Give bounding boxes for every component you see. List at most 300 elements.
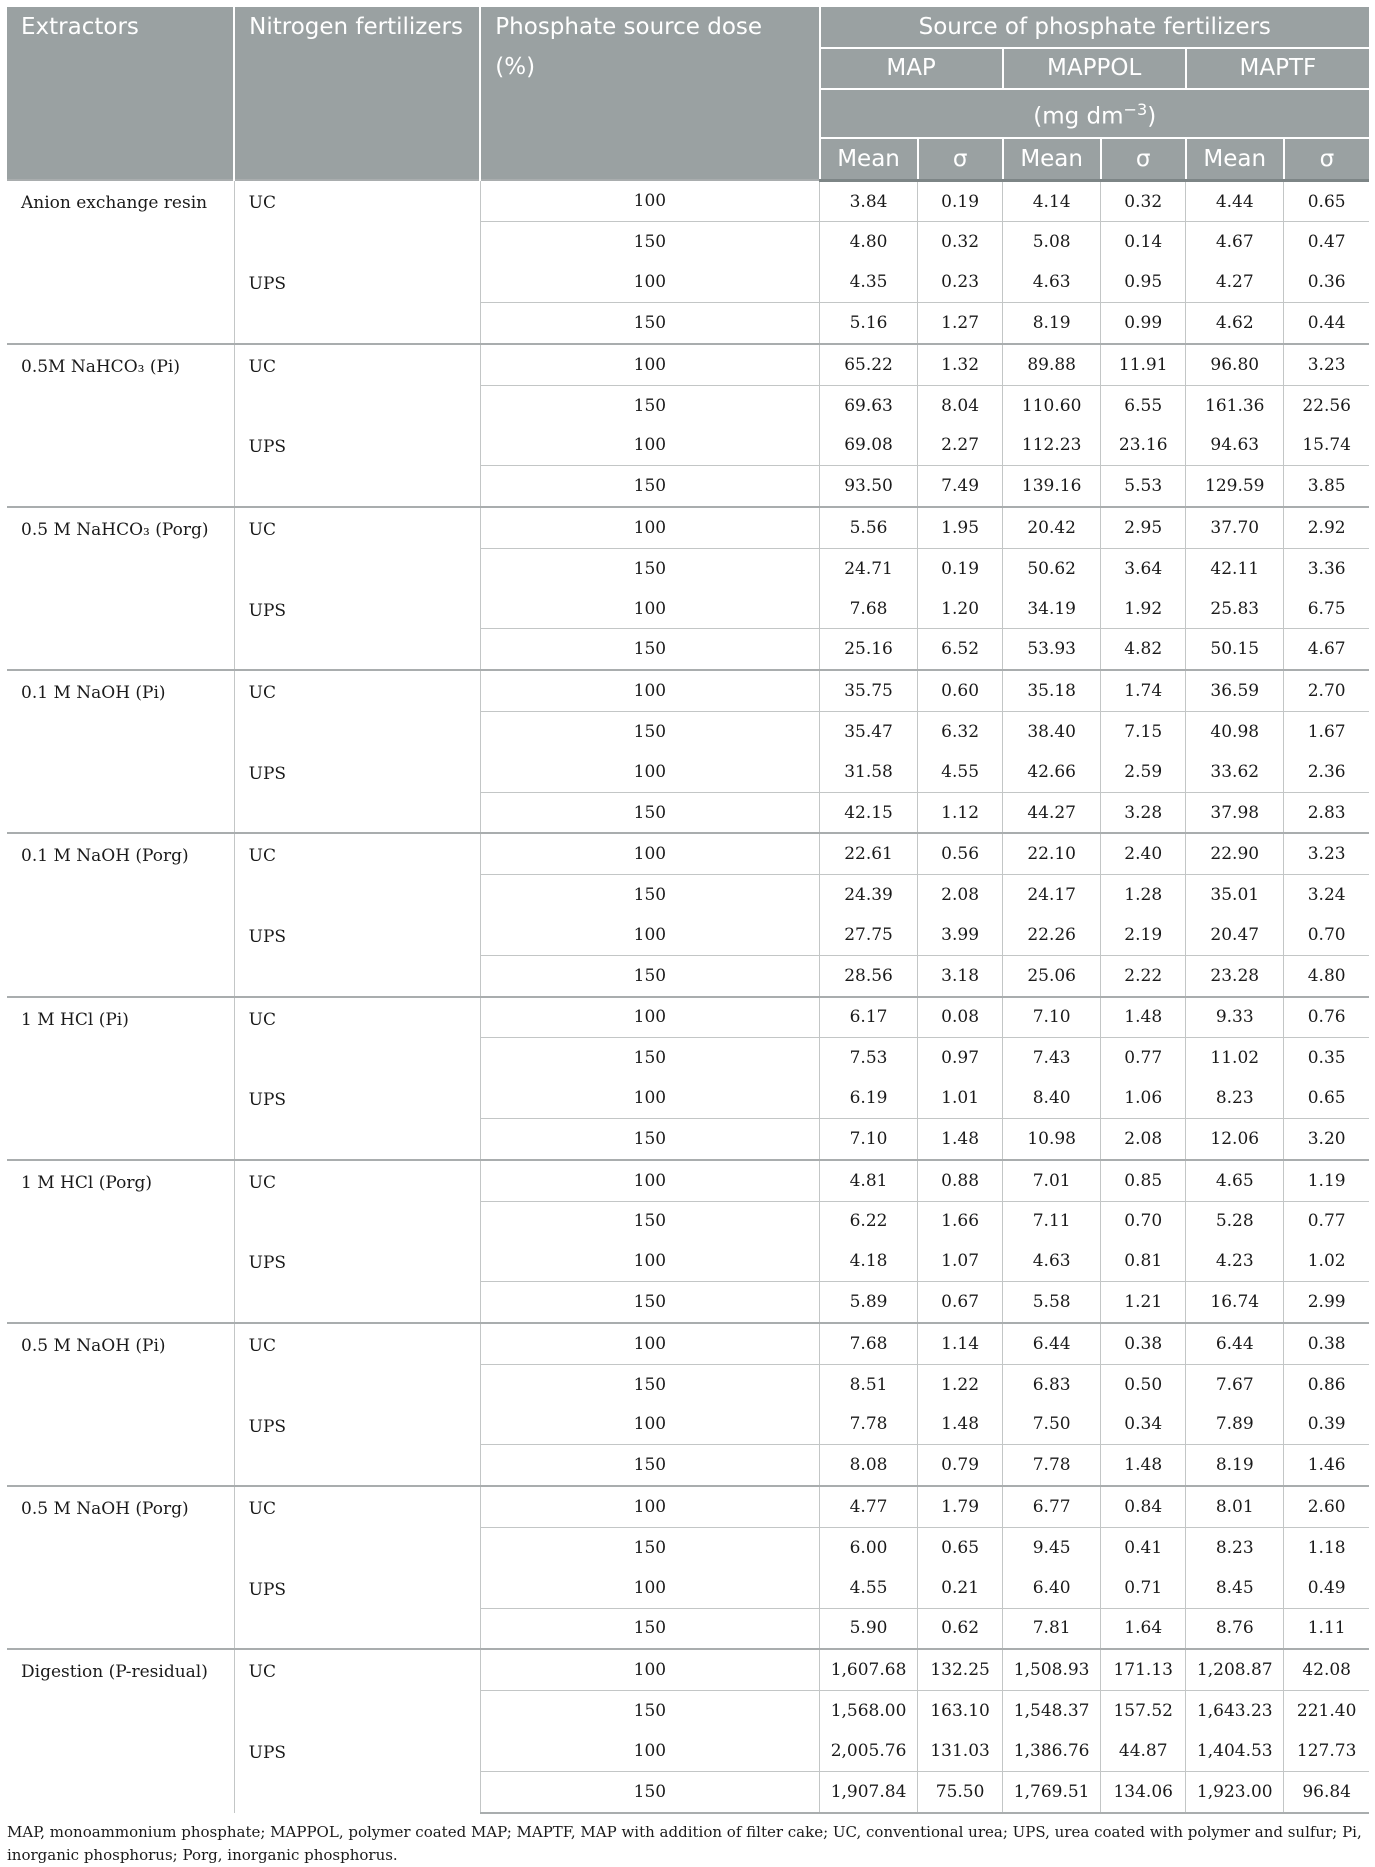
mappol-mean-cell: 5.08: [1003, 222, 1101, 262]
map-mean-cell: 1,907.84: [820, 1771, 918, 1812]
maptf-mean-cell: 33.62: [1186, 752, 1284, 792]
maptf-sigma-cell: 0.70: [1307, 924, 1346, 945]
mappol-sigma-cell: 2.22: [1101, 955, 1186, 996]
map-sigma-cell: 1.79: [918, 1486, 1003, 1527]
maptf-sigma-cell: 22.56: [1284, 385, 1369, 425]
header-source-phosphate: Source of phosphate fertilizers: [820, 7, 1369, 48]
map-sigma-cell: 0.65: [918, 1527, 1003, 1567]
header-source-mappol: MAPPOL: [1003, 48, 1186, 89]
mappol-sigma-cell: 1.28: [1101, 875, 1186, 915]
map-sigma-cell: 131.03: [918, 1731, 1003, 1771]
mappol-mean-cell: 50.62: [1003, 548, 1101, 588]
nitrogen-cell: UC: [234, 507, 480, 589]
maptf-mean-cell: 8.23: [1186, 1078, 1284, 1118]
extractor-cell: Anion exchange resin: [7, 180, 234, 344]
map-mean-cell: 7.68: [820, 1323, 918, 1364]
maptf-sigma-cell: 2.70: [1284, 670, 1369, 711]
maptf-sigma-cell: 3.24: [1284, 875, 1369, 915]
mappol-sigma-cell: 1.21: [1101, 1282, 1186, 1323]
map-sigma-cell: 3.18: [918, 955, 1003, 996]
mappol-mean-cell: 6.44: [1003, 1323, 1101, 1364]
map-sigma-cell: 0.67: [918, 1282, 1003, 1323]
dose-cell: 150: [480, 222, 819, 262]
map-mean-cell: 93.50: [820, 466, 918, 507]
mappol-mean-cell: 44.27: [1003, 792, 1101, 833]
maptf-mean-cell: 25.83: [1186, 589, 1284, 629]
map-mean-cell: 69.08: [820, 425, 918, 465]
dose-cell: 100: [480, 1323, 819, 1364]
maptf-sigma-cell: 2.92: [1284, 507, 1369, 548]
maptf-mean-cell: 4.27: [1186, 262, 1284, 302]
map-mean-cell: 6.22: [820, 1201, 918, 1241]
dose-cell: 100: [480, 670, 819, 711]
maptf-mean-cell: 5.28: [1186, 1201, 1284, 1241]
maptf-mean-cell: 42.11: [1186, 548, 1284, 588]
map-mean-cell: 8.51: [820, 1364, 918, 1404]
maptf-mean-cell: 161.36: [1186, 385, 1284, 425]
maptf-sigma-cell: 42.08: [1284, 1649, 1369, 1690]
header-phosphate-dose: Phosphate source dose (%): [480, 7, 819, 180]
maptf-mean-cell: 94.63: [1186, 425, 1284, 465]
map-mean-cell: 4.77: [820, 1486, 918, 1527]
maptf-sigma-cell: 6.75: [1307, 598, 1346, 619]
mappol-sigma-cell: 4.82: [1101, 629, 1186, 670]
maptf-mean-cell: 20.47: [1186, 915, 1284, 955]
maptf-mean-cell: 1,643.23: [1186, 1691, 1284, 1731]
table-body: [7, 180, 1369, 1812]
phosphorus-fractions-table: [7, 7, 1369, 1814]
mappol-sigma-cell: 0.99: [1101, 303, 1186, 344]
dose-cell: 100: [480, 1568, 819, 1608]
dose-cell: 150: [480, 1364, 819, 1404]
maptf-mean-cell: 8.01: [1186, 1486, 1284, 1527]
mappol-mean-cell: 4.14: [1003, 180, 1101, 222]
dose-cell: 150: [480, 1527, 819, 1567]
map-sigma-cell: 3.99: [918, 915, 1003, 955]
map-mean-cell: 3.84: [820, 180, 918, 222]
mappol-sigma-cell: 0.81: [1101, 1241, 1186, 1281]
mappol-mean-cell: 20.42: [1003, 507, 1101, 548]
map-sigma-cell: 1.22: [918, 1364, 1003, 1404]
maptf-sigma-cell: 221.40: [1284, 1691, 1369, 1731]
mappol-mean-cell: 6.83: [1003, 1364, 1101, 1404]
map-mean-cell: 42.15: [820, 792, 918, 833]
map-mean-cell: 5.16: [820, 303, 918, 344]
table-row: [7, 1323, 1369, 1364]
maptf-mean-cell: 50.15: [1186, 629, 1284, 670]
mappol-mean-cell: 89.88: [1003, 344, 1101, 385]
mappol-mean-cell: 1,769.51: [1003, 1771, 1101, 1812]
nitrogen-cell: UC: [234, 670, 480, 752]
dose-cell: 150: [480, 385, 819, 425]
maptf-sigma-cell: 3.23: [1284, 344, 1369, 385]
map-mean-cell: 24.39: [820, 875, 918, 915]
maptf-sigma-cell: 3.85: [1284, 466, 1369, 507]
map-mean-cell: 1,568.00: [820, 1691, 918, 1731]
maptf-mean-cell: 4.62: [1186, 303, 1284, 344]
header-source-maptf: MAPTF: [1186, 48, 1369, 89]
map-mean-cell: 6.17: [820, 997, 918, 1038]
maptf-mean-cell: 11.02: [1186, 1038, 1284, 1078]
header-unit-exponent: −3: [1123, 100, 1148, 119]
dose-cell: 100: [480, 180, 819, 222]
nitrogen-cell: UC: [234, 1323, 480, 1405]
dose-cell: 150: [480, 548, 819, 588]
header-mean-mappol: Mean: [1003, 138, 1101, 181]
map-sigma-cell: 1.01: [918, 1078, 1003, 1118]
dose-cell: 150: [480, 303, 819, 344]
map-mean-cell: 4.35: [820, 262, 918, 302]
mappol-mean-cell: 9.45: [1003, 1527, 1101, 1567]
mappol-mean-cell: 8.40: [1003, 1078, 1101, 1118]
maptf-sigma-cell: 2.83: [1284, 792, 1369, 833]
nitrogen-cell: UPS: [234, 1405, 480, 1487]
mappol-sigma-cell: 0.85: [1101, 1160, 1186, 1201]
maptf-sigma-cell: 2.36: [1307, 761, 1346, 782]
mappol-mean-cell: 6.77: [1003, 1486, 1101, 1527]
mappol-mean-cell: 112.23: [1003, 425, 1101, 465]
mappol-sigma-cell: 1.48: [1101, 1445, 1186, 1486]
maptf-mean-cell: 23.28: [1186, 955, 1284, 996]
mappol-mean-cell: 25.06: [1003, 955, 1101, 996]
maptf-mean-cell: 4.65: [1186, 1160, 1284, 1201]
map-sigma-cell: 0.62: [918, 1608, 1003, 1649]
maptf-mean-cell: 1,208.87: [1186, 1649, 1284, 1690]
dose-cell: 150: [480, 955, 819, 996]
table-row: [7, 507, 1369, 548]
map-mean-cell: 4.55: [820, 1568, 918, 1608]
maptf-mean-cell: 4.44: [1186, 180, 1284, 222]
maptf-mean-cell: 22.90: [1186, 833, 1284, 874]
map-mean-cell: 27.75: [820, 915, 918, 955]
mappol-sigma-cell: 0.84: [1101, 1486, 1186, 1527]
map-sigma-cell: 1.12: [918, 792, 1003, 833]
mappol-sigma-cell: 2.59: [1101, 752, 1186, 792]
mappol-sigma-cell: 0.71: [1101, 1568, 1186, 1608]
maptf-sigma-cell: 0.77: [1284, 1201, 1369, 1241]
mappol-sigma-cell: 3.28: [1101, 792, 1186, 833]
maptf-mean-cell: 9.33: [1186, 997, 1284, 1038]
map-mean-cell: 35.75: [820, 670, 918, 711]
map-mean-cell: 7.10: [820, 1118, 918, 1159]
mappol-sigma-cell: 0.34: [1101, 1405, 1186, 1445]
table-row: [7, 344, 1369, 385]
dose-cell: 100: [480, 833, 819, 874]
map-sigma-cell: 6.52: [918, 629, 1003, 670]
map-sigma-cell: 0.79: [918, 1445, 1003, 1486]
mappol-mean-cell: 22.26: [1003, 915, 1101, 955]
map-sigma-cell: 0.23: [918, 262, 1003, 302]
maptf-mean-cell: 7.67: [1186, 1364, 1284, 1404]
map-mean-cell: 6.19: [820, 1078, 918, 1118]
table-row: [7, 1486, 1369, 1527]
dose-cell: 100: [480, 1078, 819, 1118]
nitrogen-cell: UC: [234, 833, 480, 915]
maptf-sigma-cell: 0.36: [1307, 272, 1346, 293]
map-sigma-cell: 1.14: [918, 1323, 1003, 1364]
maptf-mean-cell: 7.89: [1186, 1405, 1284, 1445]
map-sigma-cell: 2.27: [918, 425, 1003, 465]
mappol-sigma-cell: 0.14: [1101, 222, 1186, 262]
dose-cell: 150: [480, 792, 819, 833]
map-sigma-cell: 0.19: [918, 548, 1003, 588]
dose-cell: 150: [480, 875, 819, 915]
mappol-sigma-cell: 23.16: [1101, 425, 1186, 465]
maptf-mean-cell: 37.70: [1186, 507, 1284, 548]
table-footnote: MAP, monoammonium phosphate; MAPPOL, polymer coated MAP; MAPTF, MAP with addition of filter cake; UC, conventional urea; UPS, urea coated with polymer and sulfur; Pi, inorganic phosphorus; Porg, inorganic phosphorus.: [7, 1822, 1362, 1864]
map-mean-cell: 7.68: [820, 589, 918, 629]
header-unit-close: ): [1147, 103, 1157, 130]
map-sigma-cell: 1.20: [918, 589, 1003, 629]
dose-cell: 100: [480, 997, 819, 1038]
mappol-mean-cell: 8.19: [1003, 303, 1101, 344]
nitrogen-cell: UC: [234, 344, 480, 426]
mappol-mean-cell: 6.40: [1003, 1568, 1101, 1608]
mappol-mean-cell: 7.43: [1003, 1038, 1101, 1078]
map-sigma-cell: 1.95: [918, 507, 1003, 548]
maptf-sigma-cell: 96.84: [1284, 1771, 1369, 1812]
map-mean-cell: 31.58: [820, 752, 918, 792]
maptf-sigma-cell: 4.80: [1284, 955, 1369, 996]
dose-cell: 100: [480, 1160, 819, 1201]
maptf-mean-cell: 1,404.53: [1186, 1731, 1284, 1771]
maptf-sigma-cell: 3.36: [1284, 548, 1369, 588]
extractor-cell: 0.5 M NaHCO₃ (Porg): [7, 507, 234, 670]
map-mean-cell: 4.18: [820, 1241, 918, 1281]
dose-cell: 100: [480, 1649, 819, 1690]
mappol-sigma-cell: 0.38: [1101, 1323, 1186, 1364]
extractor-cell: 0.5M NaHCO₃ (Pi): [7, 344, 234, 507]
dose-cell: 150: [480, 629, 819, 670]
table-header: [7, 7, 1369, 180]
mappol-mean-cell: 7.50: [1003, 1405, 1101, 1445]
map-sigma-cell: 0.97: [918, 1038, 1003, 1078]
maptf-sigma-cell: 15.74: [1302, 435, 1351, 456]
maptf-sigma-cell: 1.11: [1284, 1608, 1369, 1649]
mappol-sigma-cell: 134.06: [1101, 1771, 1186, 1812]
map-mean-cell: 24.71: [820, 548, 918, 588]
header-sigma-mappol: σ: [1101, 138, 1186, 181]
nitrogen-cell: UC: [234, 997, 480, 1079]
map-sigma-cell: 132.25: [918, 1649, 1003, 1690]
extractor-cell: 1 M HCl (Pi): [7, 997, 234, 1160]
mappol-mean-cell: 24.17: [1003, 875, 1101, 915]
dose-cell: 150: [480, 712, 819, 752]
map-sigma-cell: 0.19: [918, 180, 1003, 222]
map-mean-cell: 65.22: [820, 344, 918, 385]
dose-cell: 100: [480, 1241, 819, 1281]
mappol-mean-cell: 34.19: [1003, 589, 1101, 629]
map-sigma-cell: 163.10: [918, 1691, 1003, 1731]
map-mean-cell: 6.00: [820, 1527, 918, 1567]
maptf-sigma-cell: 0.39: [1307, 1414, 1346, 1435]
maptf-sigma-cell: 0.86: [1284, 1364, 1369, 1404]
map-mean-cell: 22.61: [820, 833, 918, 874]
mappol-sigma-cell: 3.64: [1101, 548, 1186, 588]
maptf-mean-cell: 37.98: [1186, 792, 1284, 833]
mappol-mean-cell: 4.63: [1003, 262, 1101, 302]
maptf-mean-cell: 6.44: [1186, 1323, 1284, 1364]
map-mean-cell: 25.16: [820, 629, 918, 670]
map-sigma-cell: 1.07: [918, 1241, 1003, 1281]
maptf-sigma-cell: 0.49: [1307, 1577, 1346, 1598]
maptf-sigma-cell: 3.23: [1284, 833, 1369, 874]
nitrogen-cell: UPS: [234, 1078, 480, 1160]
mappol-mean-cell: 7.11: [1003, 1201, 1101, 1241]
maptf-mean-cell: 8.45: [1186, 1568, 1284, 1608]
header-sigma-map: σ: [918, 138, 1003, 181]
table-row: [7, 180, 1369, 222]
dose-cell: 100: [480, 1486, 819, 1527]
mappol-mean-cell: 1,548.37: [1003, 1691, 1101, 1731]
map-sigma-cell: 0.08: [918, 997, 1003, 1038]
maptf-sigma-cell: 4.67: [1284, 629, 1369, 670]
map-mean-cell: 4.81: [820, 1160, 918, 1201]
maptf-mean-cell: 4.23: [1186, 1241, 1284, 1281]
map-mean-cell: 8.08: [820, 1445, 918, 1486]
maptf-mean-cell: 8.76: [1186, 1608, 1284, 1649]
nitrogen-cell: UC: [234, 1649, 480, 1731]
maptf-mean-cell: 8.19: [1186, 1445, 1284, 1486]
map-sigma-cell: 4.55: [918, 752, 1003, 792]
map-mean-cell: 69.63: [820, 385, 918, 425]
maptf-mean-cell: 129.59: [1186, 466, 1284, 507]
mappol-mean-cell: 10.98: [1003, 1118, 1101, 1159]
maptf-mean-cell: 4.67: [1186, 222, 1284, 262]
maptf-mean-cell: 16.74: [1186, 1282, 1284, 1323]
mappol-sigma-cell: 2.08: [1101, 1118, 1186, 1159]
mappol-sigma-cell: 1.74: [1101, 670, 1186, 711]
mappol-sigma-cell: 1.92: [1101, 589, 1186, 629]
maptf-sigma-cell: 2.99: [1284, 1282, 1369, 1323]
dose-cell: 100: [480, 1405, 819, 1445]
maptf-sigma-cell: 0.35: [1284, 1038, 1369, 1078]
nitrogen-cell: UPS: [234, 1731, 480, 1813]
maptf-sigma-cell: 0.65: [1284, 180, 1369, 222]
header-mean-maptf: Mean: [1186, 138, 1284, 181]
map-mean-cell: 28.56: [820, 955, 918, 996]
maptf-sigma-cell: 1.19: [1284, 1160, 1369, 1201]
mappol-sigma-cell: 6.55: [1101, 385, 1186, 425]
map-mean-cell: 4.80: [820, 222, 918, 262]
dose-cell: 100: [480, 1731, 819, 1771]
mappol-sigma-cell: 44.87: [1101, 1731, 1186, 1771]
extractor-cell: 0.5 M NaOH (Pi): [7, 1323, 234, 1486]
mappol-sigma-cell: 1.64: [1101, 1608, 1186, 1649]
nitrogen-cell: UPS: [234, 589, 480, 671]
dose-cell: 150: [480, 1771, 819, 1812]
map-sigma-cell: 0.56: [918, 833, 1003, 874]
maptf-sigma-cell: 1.67: [1284, 712, 1369, 752]
dose-cell: 150: [480, 1691, 819, 1731]
mappol-mean-cell: 38.40: [1003, 712, 1101, 752]
maptf-sigma-cell: 1.02: [1307, 1251, 1346, 1272]
dose-cell: 150: [480, 1201, 819, 1241]
table-row: [7, 1649, 1369, 1690]
header-unit: [820, 89, 1369, 138]
header-sigma-maptf: σ: [1284, 138, 1369, 181]
nitrogen-cell: UPS: [234, 1568, 480, 1650]
mappol-mean-cell: 139.16: [1003, 466, 1101, 507]
mappol-sigma-cell: 0.32: [1101, 180, 1186, 222]
extractor-cell: 0.1 M NaOH (Pi): [7, 670, 234, 833]
dose-cell: 100: [480, 589, 819, 629]
header-source-map: MAP: [820, 48, 1003, 89]
header-nitrogen-fertilizers: Nitrogen fertilizers: [234, 7, 480, 180]
dose-cell: 150: [480, 1445, 819, 1486]
mappol-sigma-cell: 0.41: [1101, 1527, 1186, 1567]
extractor-cell: 0.5 M NaOH (Porg): [7, 1486, 234, 1649]
maptf-sigma-cell: 1.46: [1284, 1445, 1369, 1486]
maptf-mean-cell: 40.98: [1186, 712, 1284, 752]
mappol-mean-cell: 35.18: [1003, 670, 1101, 711]
dose-cell: 100: [480, 752, 819, 792]
mappol-mean-cell: 4.63: [1003, 1241, 1101, 1281]
table-row: [7, 1160, 1369, 1201]
map-mean-cell: 35.47: [820, 712, 918, 752]
mappol-sigma-cell: 0.70: [1101, 1201, 1186, 1241]
nitrogen-cell: UPS: [234, 915, 480, 997]
maptf-sigma-cell: 0.44: [1284, 303, 1369, 344]
header-mean-map: Mean: [820, 138, 918, 181]
map-sigma-cell: 0.88: [918, 1160, 1003, 1201]
dose-cell: 100: [480, 915, 819, 955]
mappol-sigma-cell: 5.53: [1101, 466, 1186, 507]
mappol-sigma-cell: 157.52: [1101, 1691, 1186, 1731]
nitrogen-cell: UPS: [234, 1241, 480, 1323]
mappol-mean-cell: 110.60: [1003, 385, 1101, 425]
maptf-mean-cell: 12.06: [1186, 1118, 1284, 1159]
mappol-mean-cell: 1,386.76: [1003, 1731, 1101, 1771]
map-sigma-cell: 0.21: [918, 1568, 1003, 1608]
map-sigma-cell: 1.48: [918, 1405, 1003, 1445]
mappol-mean-cell: 1,508.93: [1003, 1649, 1101, 1690]
mappol-mean-cell: 42.66: [1003, 752, 1101, 792]
map-mean-cell: 5.90: [820, 1608, 918, 1649]
maptf-mean-cell: 36.59: [1186, 670, 1284, 711]
maptf-sigma-cell: 0.65: [1307, 1088, 1346, 1109]
dose-cell: 100: [480, 507, 819, 548]
map-sigma-cell: 1.66: [918, 1201, 1003, 1241]
map-sigma-cell: 1.32: [918, 344, 1003, 385]
mappol-mean-cell: 7.78: [1003, 1445, 1101, 1486]
dose-cell: 150: [480, 1282, 819, 1323]
header-extractors: Extractors: [7, 7, 234, 180]
mappol-mean-cell: 53.93: [1003, 629, 1101, 670]
maptf-mean-cell: 8.23: [1186, 1527, 1284, 1567]
dose-cell: 150: [480, 466, 819, 507]
mappol-mean-cell: 5.58: [1003, 1282, 1101, 1323]
nitrogen-cell: UPS: [234, 262, 480, 344]
map-mean-cell: 2,005.76: [820, 1731, 918, 1771]
maptf-sigma-cell: 0.76: [1284, 997, 1369, 1038]
map-sigma-cell: 0.60: [918, 670, 1003, 711]
table-row: [7, 997, 1369, 1038]
map-sigma-cell: 1.27: [918, 303, 1003, 344]
mappol-mean-cell: 7.01: [1003, 1160, 1101, 1201]
extractor-cell: Digestion (P-residual): [7, 1649, 234, 1812]
extractor-cell: 1 M HCl (Porg): [7, 1160, 234, 1323]
dose-cell: 100: [480, 425, 819, 465]
maptf-sigma-cell: 1.18: [1284, 1527, 1369, 1567]
map-sigma-cell: 2.08: [918, 875, 1003, 915]
mappol-sigma-cell: 0.77: [1101, 1038, 1186, 1078]
maptf-sigma-cell: 2.60: [1284, 1486, 1369, 1527]
map-sigma-cell: 8.04: [918, 385, 1003, 425]
dose-cell: 100: [480, 262, 819, 302]
map-mean-cell: 7.53: [820, 1038, 918, 1078]
map-mean-cell: 1,607.68: [820, 1649, 918, 1690]
